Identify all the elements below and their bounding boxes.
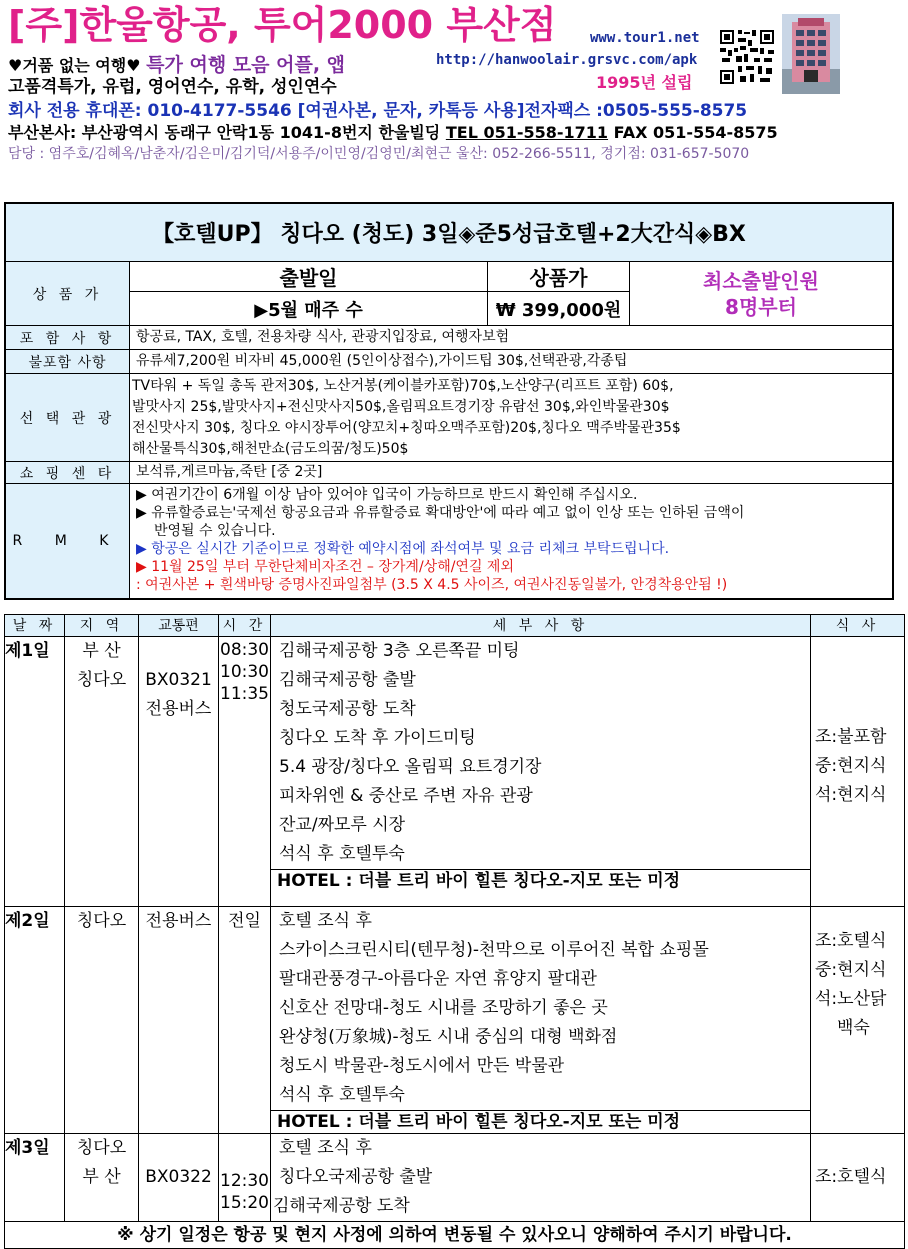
day-details: [271, 907, 811, 1134]
shopping-row: [6, 462, 892, 484]
optional-row: [6, 374, 892, 462]
min-pax-label: 최소출발인원: [703, 268, 819, 293]
day-region: 칭다오: [65, 907, 139, 1134]
shopping-label: 쇼 핑 센 타: [6, 462, 130, 483]
fax-number: FAX 051-554-8575: [613, 123, 778, 142]
agency-title: [주]한울항공, 투어2000 부산점: [8, 3, 557, 47]
min-pax: [630, 262, 892, 325]
detail-item: 청도시 박물관-청도시에서 만든 박물관: [279, 1056, 565, 1076]
day-times: [219, 1134, 271, 1222]
meal-item: 조:불포함: [815, 727, 887, 747]
col-meal: 식 사: [811, 615, 905, 637]
website-link[interactable]: www.tour1.net: [590, 30, 700, 46]
col-time: 시 간: [219, 615, 271, 637]
day-times: [219, 637, 271, 907]
day-transport: 전용버스: [139, 907, 219, 1134]
departure-header: 출발일: [130, 262, 487, 292]
col-transport: 교통편: [139, 615, 219, 637]
rmk-line: ▶ 항공은 실시간 기준이므로 정확한 예약시점에 좌석여부 및 요금 리체크 부탁드립니다.: [136, 541, 670, 557]
itinerary-day-3: [5, 1134, 905, 1222]
day-label: 제1일: [5, 637, 65, 907]
rmk-notes: [130, 484, 750, 598]
hotel-info: HOTEL : 더블 트리 바이 힐튼 칭다오-지모 또는 미정: [271, 869, 810, 892]
tagline-highlight: 특가 여행 모음 어플, 앱: [146, 54, 346, 76]
product-title: 【호텔UP】 칭다오 (청도) 3일◈준5성급호텔+2大간식◈BX: [6, 204, 892, 262]
rmk-line: ▶ 유류할증료는'국제선 항공요금과 유류할증료 확대방안'에 따라 예고 없이 인상 또는 인하된 금액이: [136, 505, 745, 521]
exclude-label: 불포함 사항: [6, 350, 130, 373]
optional-line: 전신맛사지 30$, 칭다오 야시장투어(양꼬치+칭따오맥주포함)20$,칭다오 맥주박물관35$: [132, 419, 681, 436]
price-column: [488, 262, 630, 325]
itinerary-day-2: [5, 907, 905, 1134]
flight-number: BX0321: [145, 670, 212, 690]
day-meals: [811, 1134, 905, 1222]
optional-line: TV타워 + 독일 총독 관저30$, 노산거봉(케이블카포함)70$,노산양구(리프트 포함) 60$,: [132, 377, 674, 394]
detail-item: 김해국제공항 출발: [279, 670, 416, 690]
shopping-value: 보석류,게르마늄,죽탄 [중 2곳]: [136, 464, 323, 480]
detail-item: 석식 후 호텔투숙: [279, 1085, 405, 1105]
region: 부 산: [82, 1167, 121, 1187]
agency-header: [0, 0, 908, 170]
phone-line: 회사 전용 휴대폰: 010-4177-5546 [여권사본, 문자, 카톡등 사용]전자팩스 :0505-555-8575: [8, 101, 748, 121]
time: 12:30: [220, 1171, 269, 1191]
optional-line: 해산물특식30$,해천만쇼(금도의꿈/청도)50$: [132, 440, 409, 457]
rmk-line: 반영될 수 있습니다.: [154, 523, 276, 539]
region: 칭다오: [76, 670, 127, 690]
time: 08:30: [220, 640, 269, 660]
itinerary-day-1: [5, 637, 905, 907]
detail-item: 청도국제공항 도착: [279, 699, 416, 719]
itinerary-header-row: [5, 615, 905, 637]
include-label: 포 함 사 항: [6, 326, 130, 349]
time: 11:35: [220, 684, 269, 704]
day-label: 제2일: [5, 907, 65, 1134]
staff-line: 담당 : 염주호/김혜옥/남춘자/김은미/김기덕/서용주/이민영/김영민/최현근 울산: 052-266-5511, 경기점: 031-657-5070: [8, 146, 750, 162]
established-year: 1995년 설립: [596, 73, 693, 92]
detail-item: 완샹청(万象城)-청도 시내 중심의 대형 백화점: [279, 1027, 618, 1047]
price-value: ₩ 399,000원: [495, 299, 622, 321]
day-meals: [811, 907, 905, 1134]
day-region: [65, 1134, 139, 1222]
detail-item: 호텔 조식 후: [279, 1138, 372, 1158]
detail-item: 신호산 전망대-청도 시내를 조망하기 좋은 곳: [279, 998, 608, 1018]
col-region: 지 역: [65, 615, 139, 637]
price-grid: [130, 262, 892, 325]
itinerary-table: [4, 614, 905, 1249]
categories: 고품격특가, 유럽, 영어연수, 유학, 성인연수: [8, 77, 337, 97]
day-region: [65, 637, 139, 907]
detail-item: 김해국제공항 도착: [273, 1196, 410, 1216]
include-value: 항공료, TAX, 호텔, 전용차량 식사, 관광지입장료, 여행자보험: [136, 329, 510, 345]
time: 10:30: [220, 662, 269, 682]
region: 부 산: [82, 641, 121, 661]
exclude-row: [6, 350, 892, 374]
bus: 전용버스: [145, 699, 212, 719]
rmk-line: ▶ 여권기간이 6개월 이상 남아 있어야 입국이 가능하므로 반드시 확인해 주십시오.: [136, 487, 638, 503]
detail-item: 잔교/짜모루 시장: [279, 815, 406, 835]
region: 칭다오: [76, 1138, 127, 1158]
meal-item: 백숙: [837, 1018, 870, 1038]
product-summary: [4, 202, 894, 600]
day-details: [271, 637, 811, 907]
office-building-photo: [782, 14, 840, 94]
meal-item: 중:현지식: [815, 960, 887, 980]
price-label: 상 품 가: [6, 262, 130, 325]
rmk-label: R M K: [6, 484, 130, 598]
detail-item: 피차위엔 & 중산로 주변 자유 관광: [279, 786, 533, 806]
min-pax-value: 8명부터: [725, 294, 797, 319]
meal-item: 조:호텔식: [815, 931, 887, 951]
detail-item: 팔대관풍경구-아름다운 자연 휴양지 팔대관: [279, 969, 597, 989]
day-transport: BX0322: [139, 1134, 219, 1222]
rmk-row: [6, 484, 892, 598]
qr-code-icon[interactable]: [718, 28, 776, 86]
tagline-prefix: ♥거품 없는 여행♥: [8, 56, 141, 75]
col-detail: 세 부 사 항: [271, 615, 811, 637]
departure-column: [130, 262, 488, 325]
optional-label: 선 택 관 광: [6, 374, 130, 461]
app-link[interactable]: http://hanwoolair.grsvc.com/apk: [436, 52, 698, 68]
rmk-line: ▶ 11월 25일 부터 무한단체비자조건 – 장가계/상해/연길 제외: [136, 559, 514, 575]
time: 15:20: [220, 1193, 269, 1213]
itinerary-disclaimer: ※ 상기 일정은 항공 및 현지 사정에 의하여 변동될 수 있사오니 양해하여 주시기 바랍니다.: [5, 1222, 905, 1249]
include-row: [6, 326, 892, 350]
optional-values: [130, 374, 892, 461]
meal-item: 석:노산닭: [815, 989, 887, 1009]
col-day: 날 짜: [5, 615, 65, 637]
day-label: 제3일: [5, 1134, 65, 1222]
rmk-line: : 여권사본 + 흰색바탕 증명사진파일첨부 (3.5 X 4.5 사이즈, 여권사진동일불가, 안경착용안됨 !): [136, 577, 728, 593]
price-row: [6, 262, 892, 326]
day-meals: [811, 637, 905, 907]
day-transport: [139, 637, 219, 907]
meal-item: 중:현지식: [815, 756, 887, 776]
exclude-value: 유류세7,200원 비자비 45,000원 (5인이상접수),가이드팁 30$,선택관광,각종팁: [136, 353, 628, 369]
detail-item: 칭다오 도착 후 가이드미팅: [279, 728, 476, 748]
address-text: 부산본사: 부산광역시 동래구 안락1동 1041-8번지 한울빌딩: [8, 123, 441, 142]
meal-item: 석:현지식: [815, 785, 887, 805]
price-header: 상품가: [488, 262, 629, 292]
itinerary-footer-row: [5, 1222, 905, 1249]
hotel-info: HOTEL : 더블 트리 바이 힐튼 칭다오-지모 또는 미정: [271, 1110, 810, 1133]
day-details: [271, 1134, 811, 1222]
day-time: 전일: [219, 907, 271, 1134]
optional-line: 발맛사지 25$,발맛사지+전신맛사지50$,올림픽요트경기장 유람선 30$,와인박물관30$: [132, 398, 670, 415]
detail-item: 5.4 광장/칭다오 올림픽 요트경기장: [279, 757, 542, 777]
address-line: [8, 120, 778, 143]
detail-item: 김해국제공항 3층 오른쪽끝 미팅: [279, 641, 520, 661]
detail-item: 칭다오국제공항 출발: [279, 1167, 433, 1187]
detail-item: 석식 후 호텔투숙: [279, 844, 405, 864]
tel-number: TEL 051-558-1711: [445, 123, 609, 142]
detail-item: 호텔 조식 후: [279, 911, 372, 931]
detail-item: 스카이스크린시티(텐무청)-천막으로 이루어진 복합 쇼핑몰: [279, 940, 709, 960]
departure-value: ▶5월 매주 수: [254, 299, 363, 321]
meal-item: 조:호텔식: [815, 1167, 887, 1187]
